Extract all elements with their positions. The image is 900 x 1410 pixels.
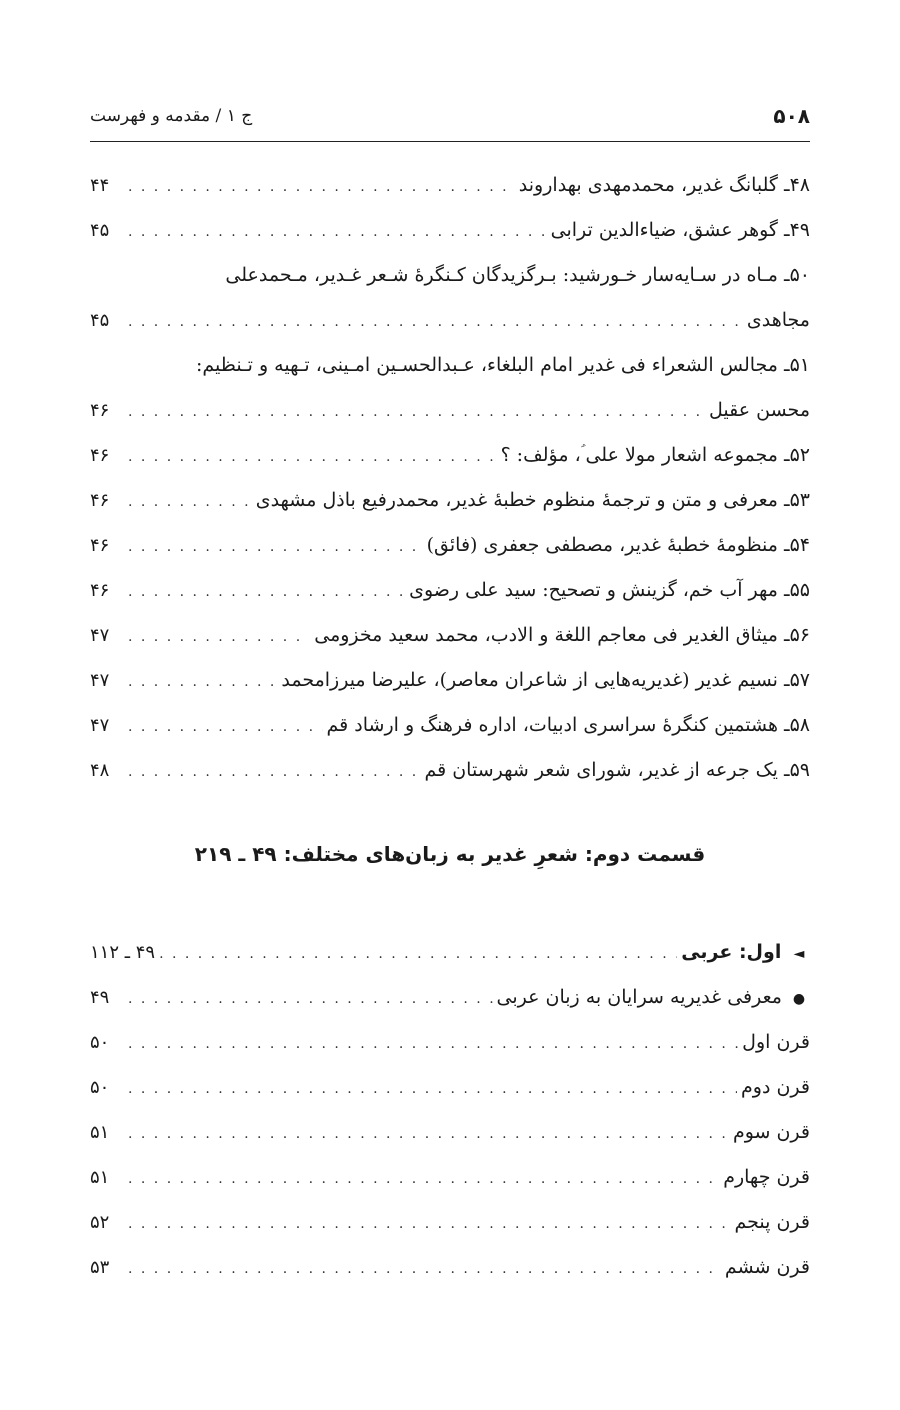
- toc-entry-title: قرن سوم: [732, 1121, 810, 1143]
- dot-leader: [128, 705, 323, 750]
- bullet-icon: ●: [792, 991, 806, 1007]
- toc-entry: [90, 613, 810, 658]
- dot-leader: [128, 210, 547, 255]
- toc-entry-page: ۵۱: [90, 1122, 110, 1143]
- toc-entry-page: ۴۹ ـ ۱۱۲: [90, 942, 156, 963]
- dot-leader: [128, 570, 405, 615]
- toc-entry-page: ۴۶: [90, 400, 110, 421]
- toc-entry-title: ۵۳ـ معرفی و متن و ترجمهٔ منظوم خطبهٔ غدیر، محمدرفیع باذل مشهدی: [255, 489, 810, 511]
- toc-entry-page: ۴۵: [90, 220, 110, 241]
- toc-entry-title: ۴۹ـ گوهر عشق، ضیاءالدین ترابی: [550, 219, 810, 241]
- toc-entry: [90, 433, 810, 478]
- toc-entry-page: ۴۴: [90, 175, 110, 196]
- dot-leader: [128, 435, 497, 480]
- toc-entry: [90, 1065, 810, 1110]
- header-rule: [90, 141, 810, 142]
- toc-entry: [90, 298, 810, 343]
- toc-entry-title: ۵۲ـ مجموعه اشعار مولا علی ؑ، مؤلف: ؟: [500, 444, 810, 466]
- section-title: قسمت دوم: شعرِ غدیر به زبان‌های مختلف: ۴۹ ـ ۲۱۹: [194, 842, 706, 866]
- toc-entry-page: ۵۲: [90, 1212, 110, 1233]
- dot-leader: [128, 750, 420, 795]
- toc-entry: [90, 1245, 810, 1290]
- toc-entry-continued-line: [90, 343, 810, 388]
- dot-leader: [128, 1112, 729, 1157]
- dot-leader: [128, 390, 705, 435]
- toc-entry-title: ۵۷ـ نسیم غدیر (غدیریه‌هایی از شاعران معاصر)، علیرضا میرزامحمد: [281, 669, 810, 691]
- toc-entry: [90, 975, 810, 1020]
- toc-entry: [90, 930, 810, 975]
- toc-entry-page: ۵۱: [90, 1167, 110, 1188]
- toc-entry-page: ۴۷: [90, 625, 110, 646]
- toc-entry-title-line1: ۵۱ـ مجالس الشعراء فی غدیر امام البلغاء، عـبدالحسـین امـینی، تـهیه و تـنظیم:: [195, 354, 810, 376]
- toc-entry-page: ۵۳: [90, 1257, 110, 1278]
- toc-entry-title: ۴۸ـ گلبانگ غدیر، محمدمهدی بهداروند: [518, 174, 810, 196]
- dot-leader: [128, 1247, 721, 1292]
- toc-entry-title: قرن ششم: [724, 1256, 810, 1278]
- toc-list-bottom: [90, 930, 810, 1290]
- dot-leader: [128, 165, 515, 210]
- toc-entry: [90, 1200, 810, 1245]
- toc-entry-page: ۴۷: [90, 670, 110, 691]
- toc-entry-page: ۴۶: [90, 490, 110, 511]
- toc-entry-title: ۵۴ـ منظومهٔ خطبهٔ غدیر، مصطفی جعفری (فائق): [426, 534, 810, 556]
- toc-entry-page: ۴۵: [90, 310, 110, 331]
- toc-entry: [90, 1155, 810, 1200]
- toc-entry-title: قرن اول: [742, 1031, 810, 1053]
- dot-leader: [128, 615, 310, 660]
- toc-entry: [90, 1020, 810, 1065]
- dot-leader: [128, 1202, 731, 1247]
- toc-entry: [90, 523, 810, 568]
- dot-leader: [128, 977, 493, 1022]
- toc-entry: [90, 1110, 810, 1155]
- toc-entry: [90, 388, 810, 433]
- toc-entry-title: ۵۹ـ یک جرعه از غدیر، شورای شعر شهرستان قم: [424, 759, 810, 781]
- dot-leader: [128, 480, 252, 525]
- toc-entry-page: ۴۸: [90, 760, 110, 781]
- page-number: ۵۰۸: [773, 104, 810, 128]
- toc-entry-title: ۵۵ـ مهر آب خم، گزینش و تصحیح: سید علی رضوی: [409, 579, 810, 601]
- toc-entry: [90, 703, 810, 748]
- running-head: ج ۱ / مقدمه و فهرست: [90, 106, 253, 126]
- toc-entry-page: ۵۰: [90, 1032, 110, 1053]
- toc-entry-page: ۵۰: [90, 1077, 110, 1098]
- toc-entry-page: ۴۹: [90, 987, 110, 1008]
- toc-entry: [90, 748, 810, 793]
- toc-list-top: [90, 163, 810, 793]
- toc-entry: [90, 208, 810, 253]
- toc-entry-page: ۴۶: [90, 445, 110, 466]
- arrow-marker-icon: ◄: [793, 946, 805, 962]
- toc-entry-page: ۴۶: [90, 535, 110, 556]
- toc-entry-title: قرن دوم: [741, 1076, 810, 1098]
- dot-leader: [128, 660, 277, 705]
- toc-entry-title: ● معرفی غدیریه سرایان به زبان عربی: [497, 975, 810, 1022]
- toc-entry-title: قرن پنجم: [734, 1211, 810, 1233]
- dot-leader: [128, 1067, 737, 1112]
- toc-entry-page: ۴۷: [90, 715, 110, 736]
- toc-entry-title: ۵۸ـ هشتمین کنگرهٔ سراسری ادبیات، اداره فرهنگ و ارشاد قم: [326, 714, 810, 736]
- toc-entry: [90, 568, 810, 613]
- toc-entry-title: محسن عقیل: [709, 399, 810, 421]
- toc-entry-title: ◄ اول: عربی: [681, 930, 810, 977]
- toc-entry: [90, 478, 810, 523]
- toc-entry-continued-line: [90, 253, 810, 298]
- toc-entry-title-line1: ۵۰ـ مـاه در سـایه‌سار خـورشید: بـرگزیدگان کـنگرهٔ شـعر غـدیر، مـحمدعلی: [225, 264, 810, 286]
- page-header: [90, 98, 810, 134]
- toc-entry: [90, 163, 810, 208]
- dot-leader: [128, 525, 423, 570]
- dot-leader: [159, 932, 677, 977]
- dot-leader: [128, 1022, 738, 1067]
- toc-entry-page: ۴۶: [90, 580, 110, 601]
- toc-entry-title: ۵۶ـ میثاق الغدیر فی معاجم اللغة و الادب، محمد سعید مخزومی: [314, 624, 810, 646]
- toc-entry-title: قرن چهارم: [723, 1166, 810, 1188]
- dot-leader: [128, 300, 743, 345]
- toc-entry-title: مجاهدی: [746, 309, 810, 331]
- toc-entry: [90, 658, 810, 703]
- dot-leader: [128, 1157, 719, 1202]
